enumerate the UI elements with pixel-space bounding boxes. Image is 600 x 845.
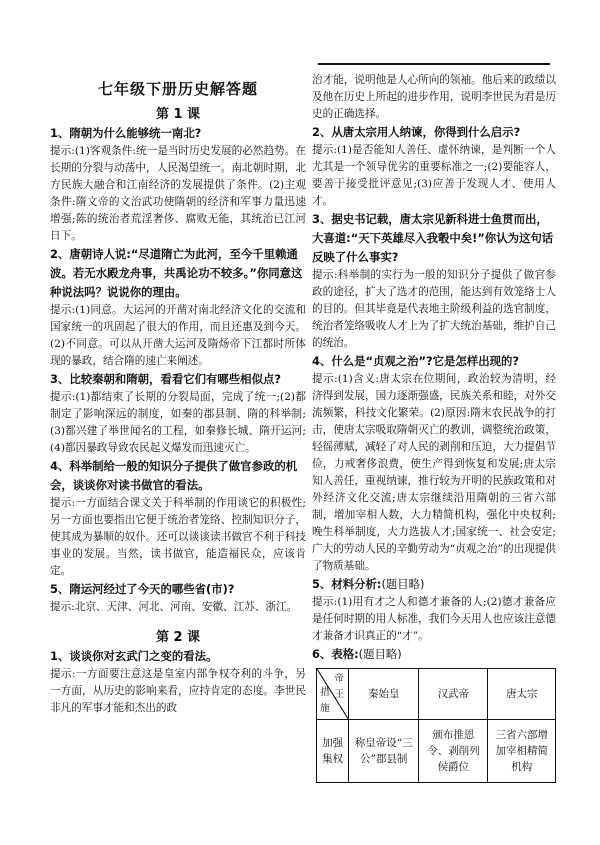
table-corner-cell [317, 669, 349, 720]
table-header-cell: 秦始皇 [349, 669, 419, 720]
q6-note: (题目略) [358, 647, 402, 661]
lesson1-answer-2: 提示:(1)同意。大运河的开凿对南北经济文化的交流和国家统一的巩固起了很大的作用，而且还惠及到今天。(2)不同意。可以从开凿大运河及隋炀帝下江都时所体现的暴政，结合隋的速亡来阐述。 [50, 304, 306, 367]
lesson-1-heading: 第 1 课 [155, 107, 201, 122]
lesson1-answer-3: 提示:(1)都结束了长期的分裂局面，完成了统一;(2)都制定了影响深远的制度，如秦的郡县制、隋的科举制;(3)都兴建了举世闻名的工程，如秦修长城、隋开运河;(4)都因暴政导致农民起义爆发而迅速灭亡。 [50, 391, 306, 454]
corner-top-label: 帝王 [334, 673, 344, 700]
left-column [50, 68, 306, 717]
lesson2-answer-1: 提示:一方面要注意这是皇室内部争权夺利的斗争，另一方面，从历史的影响来看，应持肯定的态度。李世民非凡的军事才能和杰出的政 [50, 668, 306, 714]
table-header-cell: 唐太宗 [488, 669, 556, 720]
corner-bottom-label: 措施 [320, 687, 330, 714]
lesson2-answer-5: 提示:(1)用有才之人和德才兼备的人;(2)德才兼备应是任何时期的用人标准，我们今天用人也应该注意德才兼备才识真正的“才”。 [312, 596, 556, 642]
q5-note: (题目略) [381, 577, 425, 591]
lesson1-question-3: 3、比较秦朝和隋朝，看看它们有哪些相似点? [50, 372, 281, 386]
lesson1-answer-4: 提示:一方面结合课文关于科举制的作用谈它的积极性;另一方面也要指出它便于统治者笼络、控制知识分子，使其成为暴顺的奴仆。还可以谈谈读书做官不利于科技事业的发展。当然，读书做官，能造福民众，应该肯定。 [50, 497, 306, 577]
table-row-label: 加强集权 [317, 720, 349, 783]
table-cell: 颁布推恩令、剥削列侯爵位 [419, 720, 488, 783]
q5-label: 5、材料分析: [312, 577, 382, 591]
lesson2-question-2: 2、从唐太宗用人纳谏，你得到什么启示? [312, 125, 521, 139]
lesson2-answer-1-continued: 治才能，说明他是人心所向的领袖。他后来的政绩以及他在历史上所起的进步作用，说明李世民为君是历史的正确选择。 [312, 74, 556, 120]
lesson-2-heading: 第 2 课 [155, 630, 201, 645]
right-column [312, 68, 556, 783]
top-rule [318, 63, 550, 65]
lesson2-question-4: 4、什么是“贞观之治”?它是怎样出现的? [312, 354, 519, 368]
lesson2-answer-2: 提示:(1)是否能知人善任、虚怀纳谏，是判断一个人尤其是一个领导优劣的重要标准之一;(2)要能容人，要善于接受批评意见;(3)应善于发现人才、使用人才。 [312, 144, 556, 207]
lesson2-answer-3: 提示:科举制的实行为一般的知识分子提供了做官参政的途径，扩大了选才的范围，能达到有效笼络士人的目的。但其毕竟是代表地主阶级利益的选官制度，统治者笼络吸收人才上为了扩大统治基础，维护自己的统治。 [312, 269, 556, 349]
table-row [317, 720, 556, 783]
document-title: 七年级下册历史解答题 [97, 80, 258, 98]
q6-label: 6、表格: [312, 647, 359, 661]
lesson2-question-5 [312, 575, 556, 594]
lesson2-answer-4: 提示:(1)含义:唐太宗在位期间，政治较为清明，经济得到发展，国力逐渐强盛，民族关系和睦，对外交流频繁，科技文化繁荣。(2)原因:隋末农民战争的打击，使唐太宗吸取隋朝灭亡的教训，调整统治政策，轻徭薄赋，减轻了对人民的剥削和压迫，大力提倡节俭，力戒奢侈浪费，使生产得到恢复和发展;唐太宗知人善任，重视纳谏，推行较为开明的民族政策和对外经济文化交流;唐太宗继续沿用隋朝的三省六部制，增加宰相人数，大力精简机构，强化中央权利;晚生科举制度，大力选拔人才;国家统一、社会安定;广大的劳动人民的辛勤劳动为“贞观之治”的出现提供了物质基础。 [312, 373, 556, 572]
table-header-cell: 汉武帝 [419, 669, 488, 720]
lesson1-question-1: 1、隋朝为什么能够统一南北? [50, 126, 202, 140]
lesson2-question-3: 3、据史书记载，唐太宗见新科进士鱼贯而出，大喜道:“天下英雄尽入我彀中矣!”你认为这句话反映了什么事实? [312, 212, 554, 264]
comparison-table [316, 668, 556, 783]
lesson1-question-4: 4、科举制给一般的知识分子提供了做官参政的机会，谈谈你对读书做官的看法。 [50, 459, 298, 492]
lesson1-answer-5: 提示:北京、天津、河北、河南、安徽、江苏、浙江。 [50, 601, 298, 613]
table-header-row [317, 669, 556, 720]
table-cell: 称皇帝设“三公”郡县制 [349, 720, 419, 783]
lesson2-question-6 [312, 645, 556, 664]
lesson1-question-2: 2、唐朝诗人说:“尽道隋亡为此河，至今千里赖通波。若无水殿龙舟事，共禹论功不较多。”你同意这种说法吗？说说你的理由。 [50, 247, 303, 299]
table-cell: 三省六部增加宰相精简机构 [488, 720, 556, 783]
lesson2-question-1: 1、谈谈你对玄武门之变的看法。 [50, 649, 218, 663]
lesson1-question-5: 5、隋运河经过了今天的哪些省(市)? [50, 582, 235, 596]
lesson1-answer-1: 提示:(1)客观条件:统一是当时历史发展的必然趋势。在长期的分裂与动荡中，人民渴望统一。南北朝时期，北方民族大融合和江南经济的发展提供了条件。(2)主观条件:隋文帝的文治武功使隋朝的经济和军事力量迅速增强;陈的统治者荒淫奢侈、腐败无能，其统治已江河日下。 [50, 145, 306, 242]
